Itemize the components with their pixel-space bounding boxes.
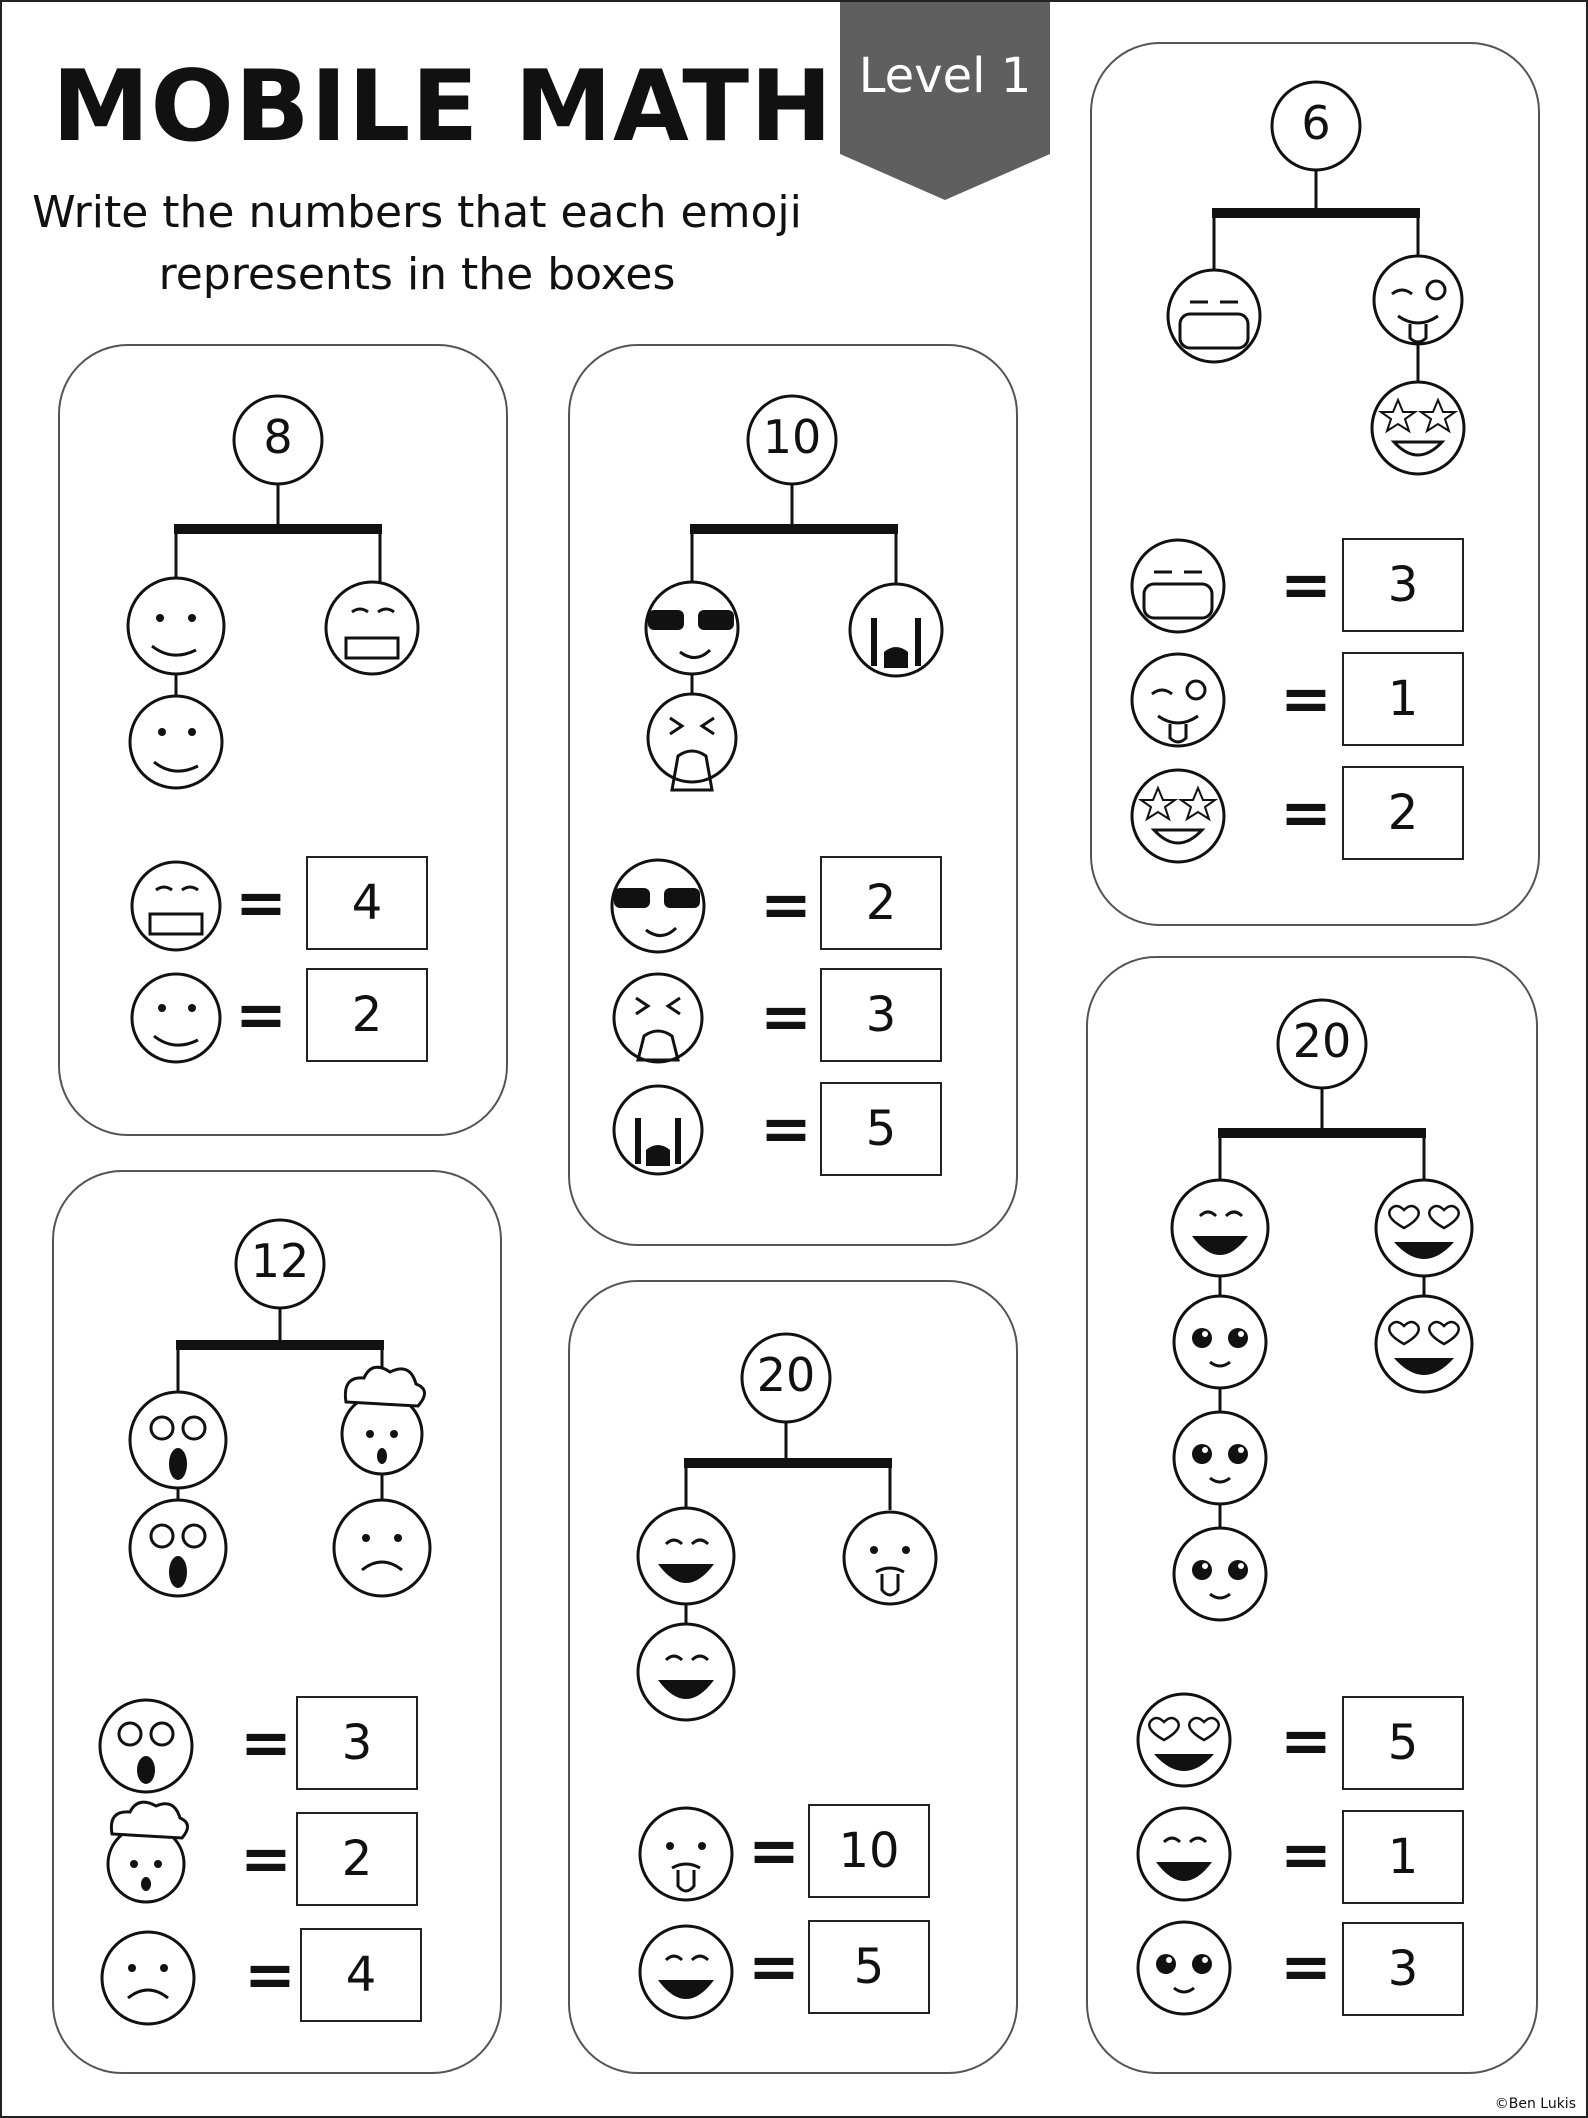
screaming-face-emoji — [100, 1700, 192, 1792]
copyright: ©Ben Lukis — [1494, 2096, 1576, 2112]
equals-sign: = — [1280, 1930, 1332, 2003]
grinning-face-emoji — [1138, 1808, 1230, 1900]
answer-box[interactable]: 2 — [1342, 766, 1464, 860]
hand-over-mouth-emoji — [132, 974, 220, 1062]
puzzle-card-2 — [568, 344, 1018, 1246]
answer-box[interactable]: 4 — [300, 1928, 422, 2022]
answer-box[interactable]: 5 — [1342, 1696, 1464, 1790]
equals-sign: = — [1280, 662, 1332, 735]
screaming-face-emoji — [130, 1392, 226, 1488]
hot-tongue-face-emoji — [844, 1512, 936, 1604]
level-label: Level 1 — [858, 48, 1032, 104]
pleading-face-emoji — [1138, 1922, 1230, 2014]
answer-box[interactable]: 2 — [306, 968, 428, 1062]
answer-box[interactable]: 2 — [820, 856, 942, 950]
equals-sign: = — [760, 1092, 812, 1165]
star-struck-face-emoji — [1132, 770, 1224, 862]
equals-sign: = — [244, 1938, 296, 2011]
exploding-head-emoji — [342, 1367, 425, 1474]
answer-box[interactable]: 5 — [808, 1920, 930, 2014]
pleading-face-emoji — [1174, 1528, 1266, 1620]
freezing-face-emoji — [326, 582, 418, 674]
sunglasses-face-emoji — [612, 860, 704, 952]
heart-eyes-face-emoji — [1138, 1694, 1230, 1786]
answer-box[interactable]: 3 — [1342, 1922, 1464, 2016]
answer-box[interactable]: 3 — [296, 1696, 418, 1790]
star-struck-face-emoji — [1372, 382, 1464, 474]
puzzle-card-1 — [58, 344, 508, 1136]
heart-eyes-face-emoji — [1376, 1180, 1472, 1276]
pleading-face-emoji — [1174, 1412, 1266, 1504]
frowning-face-emoji — [334, 1500, 430, 1596]
equals-sign: = — [235, 866, 287, 939]
heart-eyes-face-emoji — [1376, 1296, 1472, 1392]
equals-sign: = — [760, 980, 812, 1053]
medical-mask-face-emoji — [1132, 540, 1224, 632]
answer-box[interactable]: 3 — [1342, 538, 1464, 632]
answer-box[interactable]: 5 — [820, 1082, 942, 1176]
sunglasses-face-emoji — [646, 582, 738, 674]
total-label: 20 — [756, 1348, 816, 1402]
puzzle-card-5 — [568, 1280, 1018, 2074]
equals-sign: = — [1280, 1818, 1332, 1891]
crying-face-emoji — [614, 1086, 702, 1174]
instructions: Write the numbers that each emoji represents in the boxes — [32, 187, 802, 300]
equals-sign: = — [760, 868, 812, 941]
exploding-head-emoji — [108, 1802, 188, 1902]
winking-tongue-face-emoji — [1374, 256, 1462, 344]
puzzle-card-3 — [1090, 42, 1540, 926]
equals-sign: = — [1280, 1704, 1332, 1777]
equals-sign: = — [240, 1822, 292, 1895]
equals-sign: = — [1280, 548, 1332, 621]
vomiting-face-emoji — [648, 694, 736, 790]
worksheet-title: MOBILE MATH — [52, 50, 834, 164]
total-label: 6 — [1301, 96, 1331, 150]
puzzle-card-4 — [52, 1170, 502, 2074]
answer-box[interactable]: 2 — [296, 1812, 418, 1906]
total-label: 12 — [250, 1234, 310, 1288]
mobile-diagram-6 — [1088, 958, 1540, 2076]
total-label: 10 — [762, 410, 822, 464]
hand-over-mouth-emoji — [128, 578, 224, 674]
grinning-face-emoji — [1172, 1180, 1268, 1276]
equals-sign: = — [240, 1706, 292, 1779]
equals-sign: = — [748, 1814, 800, 1887]
grinning-face-emoji — [638, 1624, 734, 1720]
total-label: 20 — [1292, 1014, 1352, 1068]
frowning-face-emoji — [102, 1932, 194, 2024]
total-label: 8 — [263, 410, 293, 464]
grinning-face-emoji — [640, 1926, 732, 2018]
puzzle-card-6 — [1086, 956, 1538, 2074]
vomiting-face-emoji — [614, 974, 702, 1062]
equals-sign: = — [1280, 776, 1332, 849]
winking-tongue-face-emoji — [1132, 654, 1224, 746]
answer-box[interactable]: 1 — [1342, 1810, 1464, 1904]
answer-box[interactable]: 3 — [820, 968, 942, 1062]
answer-box[interactable]: 10 — [808, 1804, 930, 1898]
crying-face-emoji — [850, 584, 942, 676]
equals-sign: = — [748, 1930, 800, 2003]
medical-mask-face-emoji — [1168, 270, 1260, 362]
equals-sign: = — [235, 978, 287, 1051]
hand-over-mouth-emoji — [130, 696, 222, 788]
pleading-face-emoji — [1174, 1296, 1266, 1388]
answer-box[interactable]: 4 — [306, 856, 428, 950]
grinning-face-emoji — [638, 1508, 734, 1604]
hot-tongue-face-emoji — [640, 1808, 732, 1900]
level-banner — [840, 2, 1050, 202]
answer-box[interactable]: 1 — [1342, 652, 1464, 746]
screaming-face-emoji — [130, 1500, 226, 1596]
freezing-face-emoji — [132, 862, 220, 950]
